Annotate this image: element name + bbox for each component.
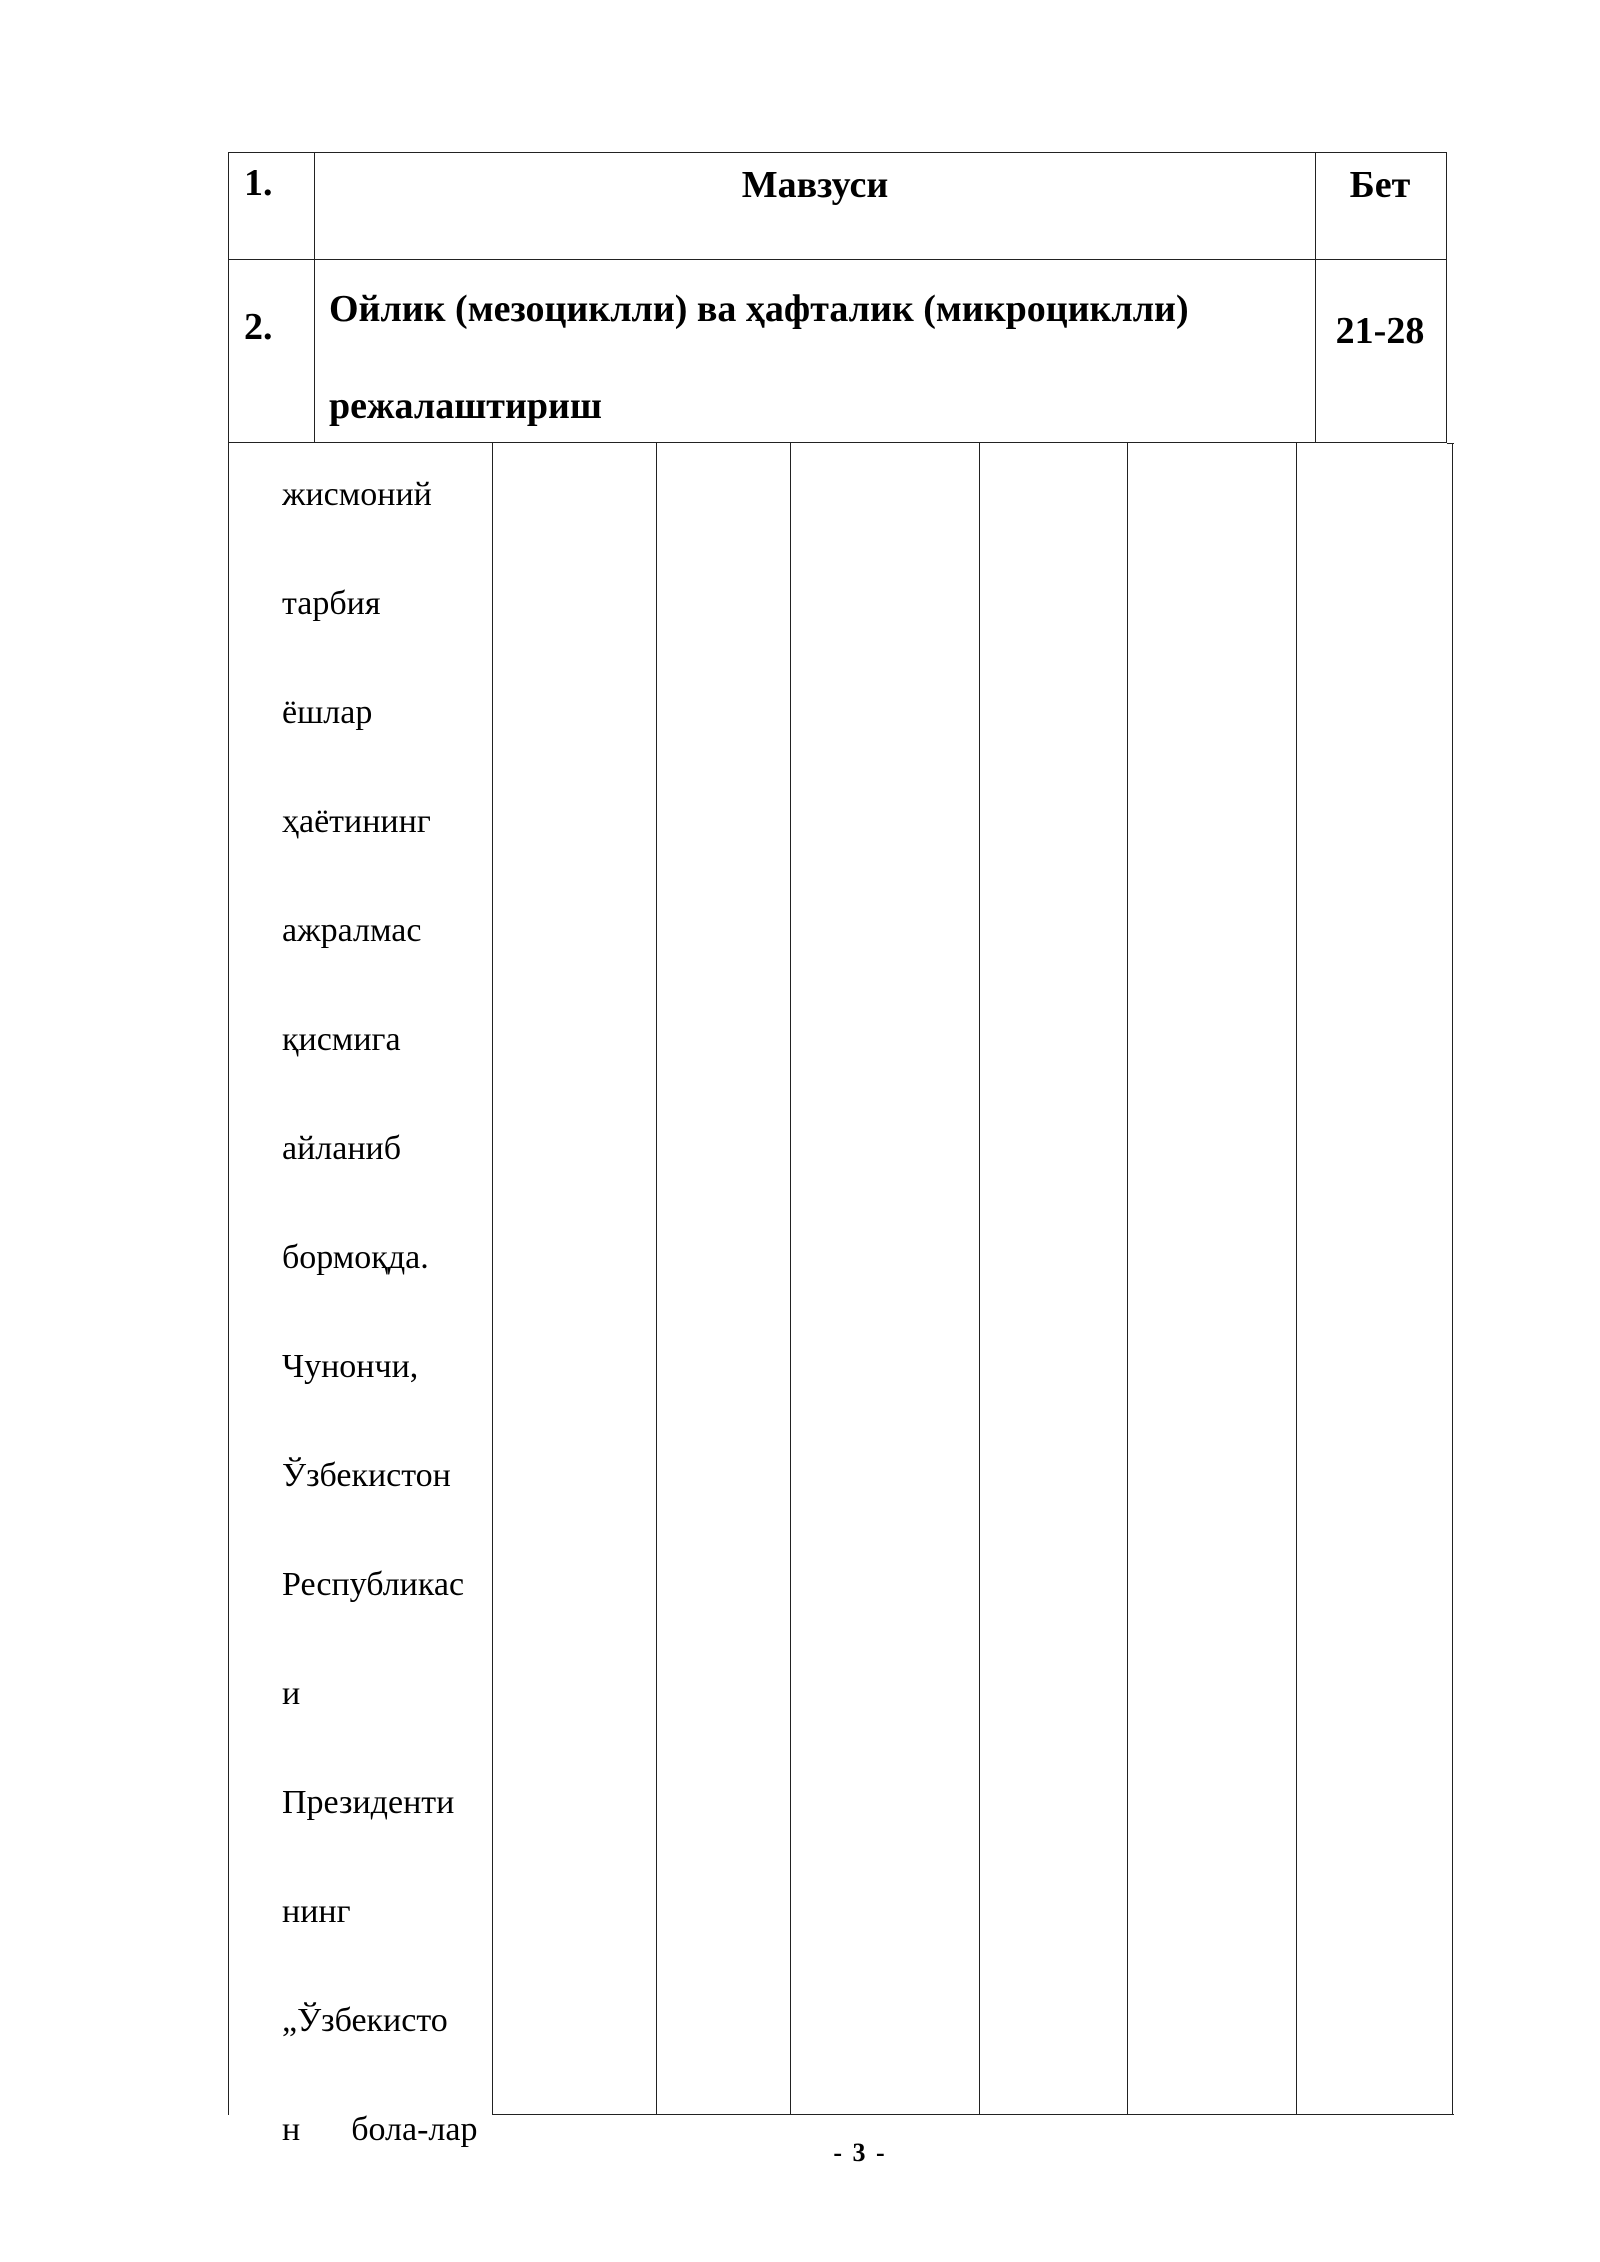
row-number: 2. xyxy=(244,306,273,348)
text-line: айланиб xyxy=(282,1130,402,1167)
text-line: жисмоний xyxy=(282,476,432,513)
text-line: ажралмас xyxy=(282,912,422,949)
text-line: нинг xyxy=(282,1893,351,1930)
text-line: бормоқда. xyxy=(282,1239,429,1276)
grid-line xyxy=(1296,443,1297,2115)
text-line: тарбия xyxy=(282,585,381,622)
topic-header: Мавзуси xyxy=(741,164,889,206)
text-line: и xyxy=(282,1675,301,1712)
grid-line xyxy=(979,443,980,2115)
topic-title: Ойлик (мезоциклли) ва ҳафталик (микроциклли) режалаштириш xyxy=(329,288,1189,427)
grid-line xyxy=(790,443,791,2115)
text-line: Ўзбекистон xyxy=(282,1457,451,1494)
page-header: Бет xyxy=(1349,164,1411,206)
contents-table xyxy=(228,152,1447,443)
page-range: 21-28 xyxy=(1335,310,1425,352)
text-line: Президенти xyxy=(282,1784,455,1821)
grid-line xyxy=(656,443,657,2115)
grid-line xyxy=(492,2114,1454,2115)
text-line: „Ўзбекисто xyxy=(282,2002,448,2039)
grid-line xyxy=(1127,443,1128,2115)
grid-line xyxy=(1452,443,1453,2115)
table-divider xyxy=(229,259,1446,260)
grid-line xyxy=(1447,443,1454,444)
text-line: н бола-лар xyxy=(282,2111,478,2148)
text-line: Чунончи, xyxy=(282,1348,419,1385)
row-number: 1. xyxy=(244,162,273,204)
grid-line xyxy=(492,443,493,2115)
text-line: ҳаётининг xyxy=(282,803,431,840)
grid-line xyxy=(228,443,229,2115)
text-line: ёшлар xyxy=(282,694,373,731)
body-text-column xyxy=(282,440,487,2184)
text-line: қисмига xyxy=(282,1021,401,1058)
page-number: - 3 - xyxy=(833,2138,887,2167)
text-line: Республикас xyxy=(282,1566,465,1603)
